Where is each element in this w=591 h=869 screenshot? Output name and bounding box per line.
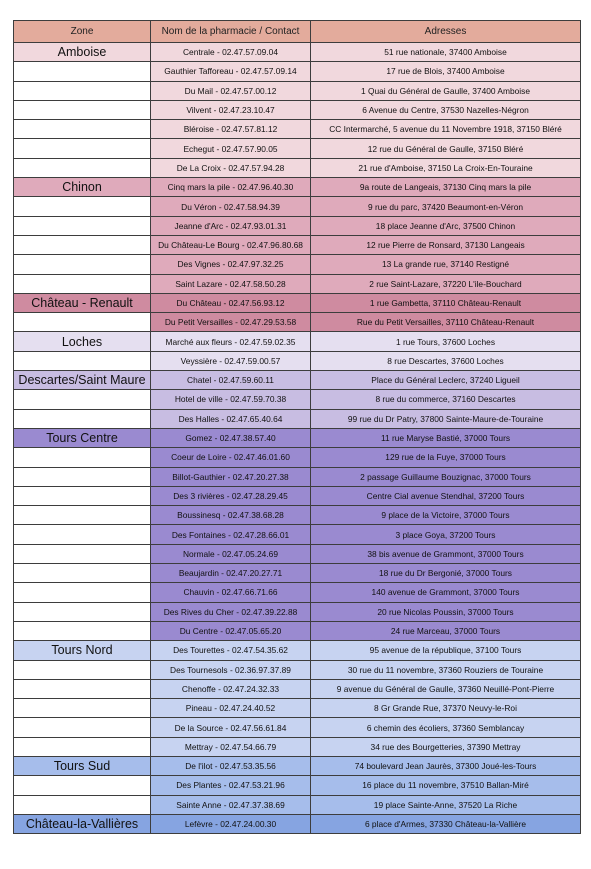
table-row: [14, 351, 581, 370]
pharmacy-contact-cell: Du Véron - 02.47.58.94.39: [151, 197, 311, 216]
pharmacy-contact-cell: Vilvent - 02.47.23.10.47: [151, 100, 311, 119]
table-row: [14, 448, 581, 467]
address-cell: Place du Général Leclerc, 37240 Ligueil: [311, 371, 581, 390]
address-cell: 9 place de la Victoire, 37000 Tours: [311, 506, 581, 525]
address-cell: 99 rue du Dr Patry, 37800 Sainte-Maure-de-Touraine: [311, 409, 581, 428]
address-cell: 12 rue Pierre de Ronsard, 37130 Langeais: [311, 235, 581, 254]
table-row: [14, 583, 581, 602]
header-row: [14, 21, 581, 43]
address-cell: 17 rue de Blois, 37400 Amboise: [311, 62, 581, 81]
table-row: [14, 544, 581, 563]
table-row: [14, 660, 581, 679]
address-cell: 20 rue Nicolas Poussin, 37000 Tours: [311, 602, 581, 621]
table-row: [14, 795, 581, 814]
zone-empty-cell: [14, 313, 151, 332]
table-header: [14, 21, 581, 43]
zone-empty-cell: [14, 506, 151, 525]
pharmacy-contact-cell: Echegut - 02.47.57.90.05: [151, 139, 311, 158]
address-cell: 2 rue Saint-Lazare, 37220 L'ile-Bouchard: [311, 274, 581, 293]
zone-empty-cell: [14, 525, 151, 544]
table-row: [14, 255, 581, 274]
address-cell: 51 rue nationale, 37400 Amboise: [311, 43, 581, 62]
address-cell: 38 bis avenue de Grammont, 37000 Tours: [311, 544, 581, 563]
address-cell: Centre Cial avenue Stendhal, 37200 Tours: [311, 486, 581, 505]
pharmacy-contact-cell: Des Fontaines - 02.47.28.66.01: [151, 525, 311, 544]
table-row: [14, 467, 581, 486]
zone-empty-cell: [14, 235, 151, 254]
zone-empty-cell: [14, 120, 151, 139]
pharmacy-contact-cell: Coeur de Loire - 02.47.46.01.60: [151, 448, 311, 467]
zone-empty-cell: [14, 795, 151, 814]
pharmacy-contact-cell: Chatel - 02.47.59.60.11: [151, 371, 311, 390]
address-cell: 18 rue du Dr Bergonié, 37000 Tours: [311, 564, 581, 583]
pharmacy-contact-cell: Chauvin - 02.47.66.71.66: [151, 583, 311, 602]
pharmacy-contact-cell: Jeanne d'Arc - 02.47.93.01.31: [151, 216, 311, 235]
table-row: [14, 486, 581, 505]
table-row: [14, 120, 581, 139]
table-row: [14, 699, 581, 718]
address-cell: 34 rue des Bourgetteries, 37390 Mettray: [311, 737, 581, 756]
pharmacy-contact-cell: Cinq mars la pile - 02.47.96.40.30: [151, 178, 311, 197]
pharmacy-contact-cell: Beaujardin - 02.47.20.27.71: [151, 564, 311, 583]
table-body: [14, 43, 581, 834]
zone-label: Amboise: [14, 43, 151, 62]
pharmacy-contact-cell: Du Château-Le Bourg - 02.47.96.80.68: [151, 235, 311, 254]
address-cell: 18 place Jeanne d'Arc, 37500 Chinon: [311, 216, 581, 235]
zone-empty-cell: [14, 448, 151, 467]
table-row: [14, 525, 581, 544]
address-cell: 8 rue Descartes, 37600 Loches: [311, 351, 581, 370]
table-row: [14, 139, 581, 158]
pharmacy-contact-cell: Des Tournesols - 02.36.97.37.89: [151, 660, 311, 679]
address-cell: 13 La grande rue, 37140 Restigné: [311, 255, 581, 274]
zone-empty-cell: [14, 351, 151, 370]
address-cell: 16 place du 11 novembre, 37510 Ballan-Miré: [311, 776, 581, 795]
table-row: [14, 428, 581, 447]
zone-empty-cell: [14, 544, 151, 563]
address-cell: 95 avenue de la république, 37100 Tours: [311, 641, 581, 660]
address-cell: 9a route de Langeais, 37130 Cinq mars la pile: [311, 178, 581, 197]
table-row: [14, 100, 581, 119]
zone-empty-cell: [14, 197, 151, 216]
pharmacy-contact-cell: Gauthier Tafforeau - 02.47.57.09.14: [151, 62, 311, 81]
address-cell: 24 rue Marceau, 37000 Tours: [311, 621, 581, 640]
zone-label: Tours Nord: [14, 641, 151, 660]
pharmacy-contact-cell: Saint Lazare - 02.47.58.50.28: [151, 274, 311, 293]
table-row: [14, 564, 581, 583]
pharmacy-contact-cell: Du Centre - 02.47.05.65.20: [151, 621, 311, 640]
header-zone: Zone: [14, 21, 151, 43]
zone-label: Descartes/Saint Maure: [14, 371, 151, 390]
pharmacy-contact-cell: Marché aux fleurs - 02.47.59.02.35: [151, 332, 311, 351]
table-row: [14, 371, 581, 390]
address-cell: Rue du Petit Versailles, 37110 Château-Renault: [311, 313, 581, 332]
address-cell: CC Intermarché, 5 avenue du 11 Novembre 1918, 37150 Bléré: [311, 120, 581, 139]
zone-empty-cell: [14, 679, 151, 698]
pharmacy-contact-cell: Normale - 02.47.05.24.69: [151, 544, 311, 563]
pharmacy-contact-cell: Des Plantes - 02.47.53.21.96: [151, 776, 311, 795]
pharmacy-contact-cell: De la Source - 02.47.56.61.84: [151, 718, 311, 737]
pharmacy-contact-cell: Boussinesq - 02.47.38.68.28: [151, 506, 311, 525]
zone-empty-cell: [14, 602, 151, 621]
address-cell: 6 place d'Armes, 37330 Château-la-Vallière: [311, 814, 581, 833]
pharmacy-contact-cell: Des 3 rivières - 02.47.28.29.45: [151, 486, 311, 505]
table-row: [14, 776, 581, 795]
zone-empty-cell: [14, 621, 151, 640]
address-cell: 74 boulevard Jean Jaurès, 37300 Joué-les-Tours: [311, 756, 581, 775]
table-row: [14, 602, 581, 621]
table-row: [14, 313, 581, 332]
pharmacy-contact-cell: Lefèvre - 02.47.24.00.30: [151, 814, 311, 833]
pharmacy-contact-cell: Chenoffe - 02.47.24.32.33: [151, 679, 311, 698]
zone-empty-cell: [14, 255, 151, 274]
pharmacy-contact-cell: Centrale - 02.47.57.09.04: [151, 43, 311, 62]
address-cell: 12 rue du Général de Gaulle, 37150 Bléré: [311, 139, 581, 158]
pharmacy-contact-cell: Des Vignes - 02.47.97.32.25: [151, 255, 311, 274]
table-row: [14, 216, 581, 235]
zone-empty-cell: [14, 158, 151, 177]
zone-label: Tours Sud: [14, 756, 151, 775]
address-cell: 11 rue Maryse Bastié, 37000 Tours: [311, 428, 581, 447]
zone-empty-cell: [14, 564, 151, 583]
table-row: [14, 641, 581, 660]
table-row: [14, 737, 581, 756]
address-cell: 1 rue Gambetta, 37110 Château-Renault: [311, 293, 581, 312]
zone-empty-cell: [14, 737, 151, 756]
pharmacy-contact-cell: Hotel de ville - 02.47.59.70.38: [151, 390, 311, 409]
pharmacy-contact-cell: De l'ilot - 02.47.53.35.56: [151, 756, 311, 775]
pharmacy-table: [13, 20, 581, 834]
pharmacy-contact-cell: Sainte Anne - 02.47.37.38.69: [151, 795, 311, 814]
zone-empty-cell: [14, 81, 151, 100]
address-cell: 6 chemin des écoliers, 37360 Semblancay: [311, 718, 581, 737]
table-row: [14, 390, 581, 409]
pharmacy-contact-cell: Des Halles - 02.47.65.40.64: [151, 409, 311, 428]
pharmacy-contact-cell: Du Mail - 02.47.57.00.12: [151, 81, 311, 100]
address-cell: 9 rue du parc, 37420 Beaumont-en-Véron: [311, 197, 581, 216]
zone-label: Chinon: [14, 178, 151, 197]
address-cell: 21 rue d'Amboise, 37150 La Croix-En-Touraine: [311, 158, 581, 177]
table-row: [14, 235, 581, 254]
zone-empty-cell: [14, 409, 151, 428]
zone-empty-cell: [14, 776, 151, 795]
pharmacy-contact-cell: De La Croix - 02.47.57.94.28: [151, 158, 311, 177]
table-row: [14, 506, 581, 525]
address-cell: 8 rue du commerce, 37160 Descartes: [311, 390, 581, 409]
table-row: [14, 679, 581, 698]
zone-empty-cell: [14, 274, 151, 293]
pharmacy-contact-cell: Gomez - 02.47.38.57.40: [151, 428, 311, 447]
table-row: [14, 293, 581, 312]
table-row: [14, 756, 581, 775]
zone-empty-cell: [14, 390, 151, 409]
pharmacy-contact-cell: Pineau - 02.47.24.40.52: [151, 699, 311, 718]
table-row: [14, 197, 581, 216]
address-cell: 9 avenue du Général de Gaulle, 37360 Neuillé-Pont-Pierre: [311, 679, 581, 698]
pharmacy-contact-cell: Du Château - 02.47.56.93.12: [151, 293, 311, 312]
zone-label: Loches: [14, 332, 151, 351]
address-cell: 30 rue du 11 novembre, 37360 Rouziers de Touraine: [311, 660, 581, 679]
pharmacy-contact-cell: Mettray - 02.47.54.66.79: [151, 737, 311, 756]
pharmacy-contact-cell: Des Rives du Cher - 02.47.39.22.88: [151, 602, 311, 621]
table-row: [14, 158, 581, 177]
address-cell: 3 place Goya, 37200 Tours: [311, 525, 581, 544]
table-row: [14, 81, 581, 100]
table-row: [14, 332, 581, 351]
header-pharmacy-contact: Nom de la pharmacie / Contact: [151, 21, 311, 43]
table-row: [14, 814, 581, 833]
zone-empty-cell: [14, 660, 151, 679]
table-row: [14, 43, 581, 62]
zone-empty-cell: [14, 486, 151, 505]
pharmacy-contact-cell: Du Petit Versailles - 02.47.29.53.58: [151, 313, 311, 332]
zone-empty-cell: [14, 100, 151, 119]
address-cell: 129 rue de la Fuye, 37000 Tours: [311, 448, 581, 467]
pharmacy-contact-cell: Billot-Gauthier - 02.47.20.27.38: [151, 467, 311, 486]
pharmacy-contact-cell: Veyssière - 02.47.59.00.57: [151, 351, 311, 370]
table-row: [14, 274, 581, 293]
pharmacy-contact-cell: Des Tourettes - 02.47.54.35.62: [151, 641, 311, 660]
zone-empty-cell: [14, 467, 151, 486]
table-row: [14, 621, 581, 640]
address-cell: 1 rue Tours, 37600 Loches: [311, 332, 581, 351]
header-address: Adresses: [311, 21, 581, 43]
zone-empty-cell: [14, 139, 151, 158]
table-row: [14, 718, 581, 737]
zone-empty-cell: [14, 62, 151, 81]
table-row: [14, 409, 581, 428]
zone-empty-cell: [14, 583, 151, 602]
address-cell: 140 avenue de Grammont, 37000 Tours: [311, 583, 581, 602]
address-cell: 8 Gr Grande Rue, 37370 Neuvy-le-Roi: [311, 699, 581, 718]
address-cell: 19 place Sainte-Anne, 37520 La Riche: [311, 795, 581, 814]
table-row: [14, 178, 581, 197]
zone-label: Château - Renault: [14, 293, 151, 312]
zone-label: Tours Centre: [14, 428, 151, 447]
pharmacy-contact-cell: Bléroise - 02.47.57.81.12: [151, 120, 311, 139]
address-cell: 2 passage Guillaume Bouzignac, 37000 Tours: [311, 467, 581, 486]
address-cell: 6 Avenue du Centre, 37530 Nazelles-Négron: [311, 100, 581, 119]
address-cell: 1 Quai du Général de Gaulle, 37400 Amboise: [311, 81, 581, 100]
zone-empty-cell: [14, 718, 151, 737]
table-row: [14, 62, 581, 81]
zone-empty-cell: [14, 216, 151, 235]
zone-empty-cell: [14, 699, 151, 718]
zone-label: Château-la-Vallières: [14, 814, 151, 833]
